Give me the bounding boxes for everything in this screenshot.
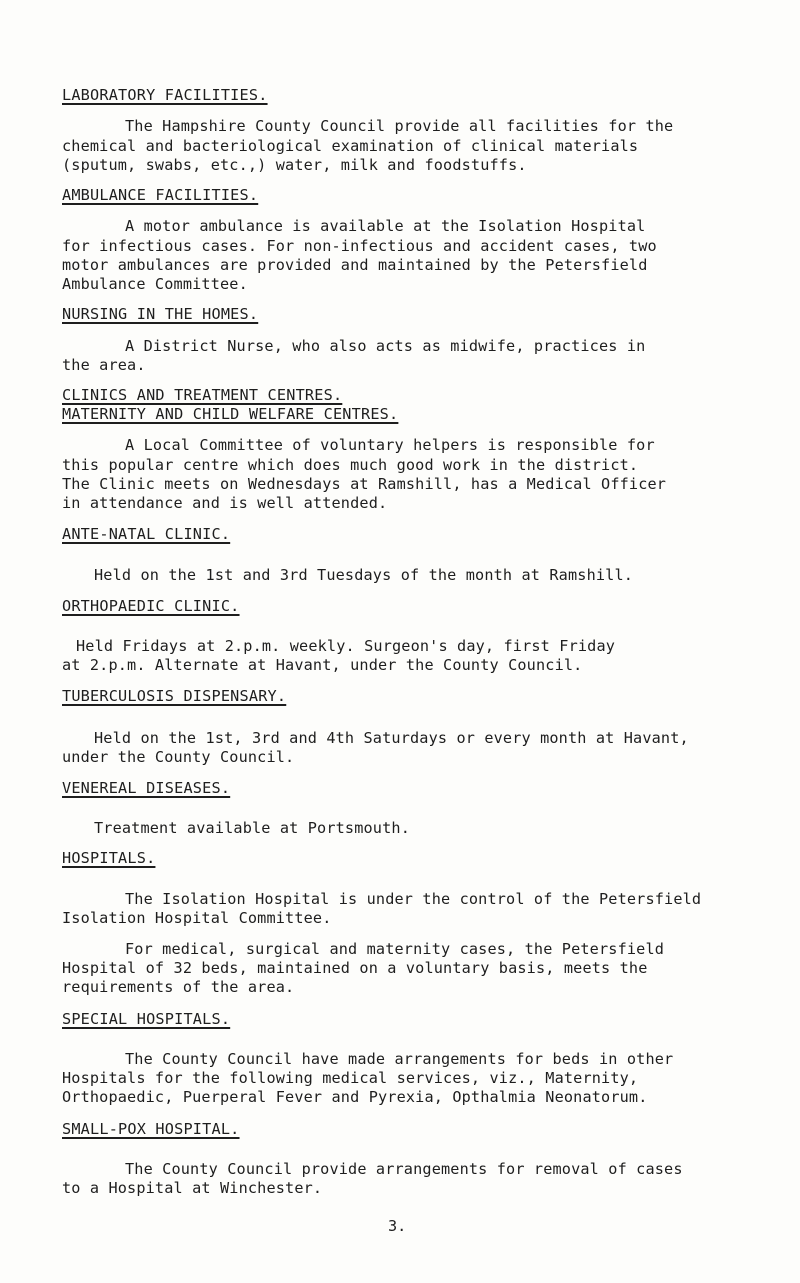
paragraph-line: requirements of the area. — [62, 978, 295, 996]
paragraph-line: Held on the 1st, 3rd and 4th Saturdays or every month at Havant, — [94, 729, 689, 747]
paragraph-line: this popular centre which does much good work in the district. — [62, 456, 639, 474]
paragraph-line: Treatment available at Portsmouth. — [94, 819, 410, 837]
paragraph-line: the area. — [62, 356, 146, 374]
paragraph-line: (sputum, swabs, etc.,) water, milk and foodstuffs. — [62, 156, 527, 174]
paragraph-line: The County Council have made arrangements for beds in other — [125, 1050, 674, 1068]
paragraph-line: to a Hospital at Winchester. — [62, 1179, 323, 1197]
paragraph-line: Hospitals for the following medical services, viz., Maternity, — [62, 1069, 639, 1087]
paragraph-line: A District Nurse, who also acts as midwife, practices in — [125, 337, 646, 355]
heading-small-pox-hospital: SMALL-POX HOSPITAL. — [62, 1120, 240, 1138]
heading-venereal-diseases: VENEREAL DISEASES. — [62, 779, 231, 797]
heading-orthopaedic-clinic: ORTHOPAEDIC CLINIC. — [62, 597, 240, 615]
paragraph-line: Held Fridays at 2.p.m. weekly. Surgeon's day, first Friday — [76, 637, 616, 655]
paragraph-line: under the County Council. — [62, 748, 295, 766]
paragraph-line: A motor ambulance is available at the Isolation Hospital — [125, 217, 646, 235]
paragraph-line: The Isolation Hospital is under the control of the Petersfield — [125, 890, 702, 908]
paragraph-line: The County Council provide arrangements for removal of cases — [125, 1160, 683, 1178]
heading-hospitals: HOSPITALS. — [62, 849, 156, 867]
paragraph-line: chemical and bacteriological examination of clinical materials — [62, 137, 639, 155]
paragraph-line: Held on the 1st and 3rd Tuesdays of the month at Ramshill. — [94, 566, 634, 584]
paragraph-line: motor ambulances are provided and maintained by the Petersfield — [62, 256, 648, 274]
heading-clinics-and-treatment-centres: CLINICS AND TREATMENT CENTRES. — [62, 386, 343, 404]
paragraph-line: Hospital of 32 beds, maintained on a voluntary basis, meets the — [62, 959, 648, 977]
paragraph-line: Isolation Hospital Committee. — [62, 909, 332, 927]
heading-tuberculosis-dispensary: TUBERCULOSIS DISPENSARY. — [62, 687, 287, 705]
heading-ambulance-facilities: AMBULANCE FACILITIES. — [62, 186, 259, 204]
heading-nursing-in-the-homes: NURSING IN THE HOMES. — [62, 305, 259, 323]
heading-ante-natal-clinic: ANTE-NATAL CLINIC. — [62, 525, 231, 543]
heading-maternity-and-child-welfare-centres: MATERNITY AND CHILD WELFARE CENTRES. — [62, 405, 399, 423]
paragraph-line: Orthopaedic, Puerperal Fever and Pyrexia, Opthalmia Neonatorum. — [62, 1088, 648, 1106]
paragraph-line: The Hampshire County Council provide all facilities for the — [125, 117, 674, 135]
paragraph-line: A Local Committee of voluntary helpers is responsible for — [125, 436, 655, 454]
heading-laboratory-facilities: LABORATORY FACILITIES. — [62, 86, 268, 104]
page-number: 3. — [388, 1217, 407, 1235]
heading-special-hospitals: SPECIAL HOSPITALS. — [62, 1010, 231, 1028]
paragraph-line: For medical, surgical and maternity cases, the Petersfield — [125, 940, 665, 958]
paragraph-line: at 2.p.m. Alternate at Havant, under the County Council. — [62, 656, 583, 674]
paragraph-line: The Clinic meets on Wednesdays at Ramshill, has a Medical Officer — [62, 475, 667, 493]
paragraph-line: for infectious cases. For non-infectious and accident cases, two — [62, 237, 657, 255]
paragraph-line: in attendance and is well attended. — [62, 494, 388, 512]
paragraph-line: Ambulance Committee. — [62, 275, 248, 293]
